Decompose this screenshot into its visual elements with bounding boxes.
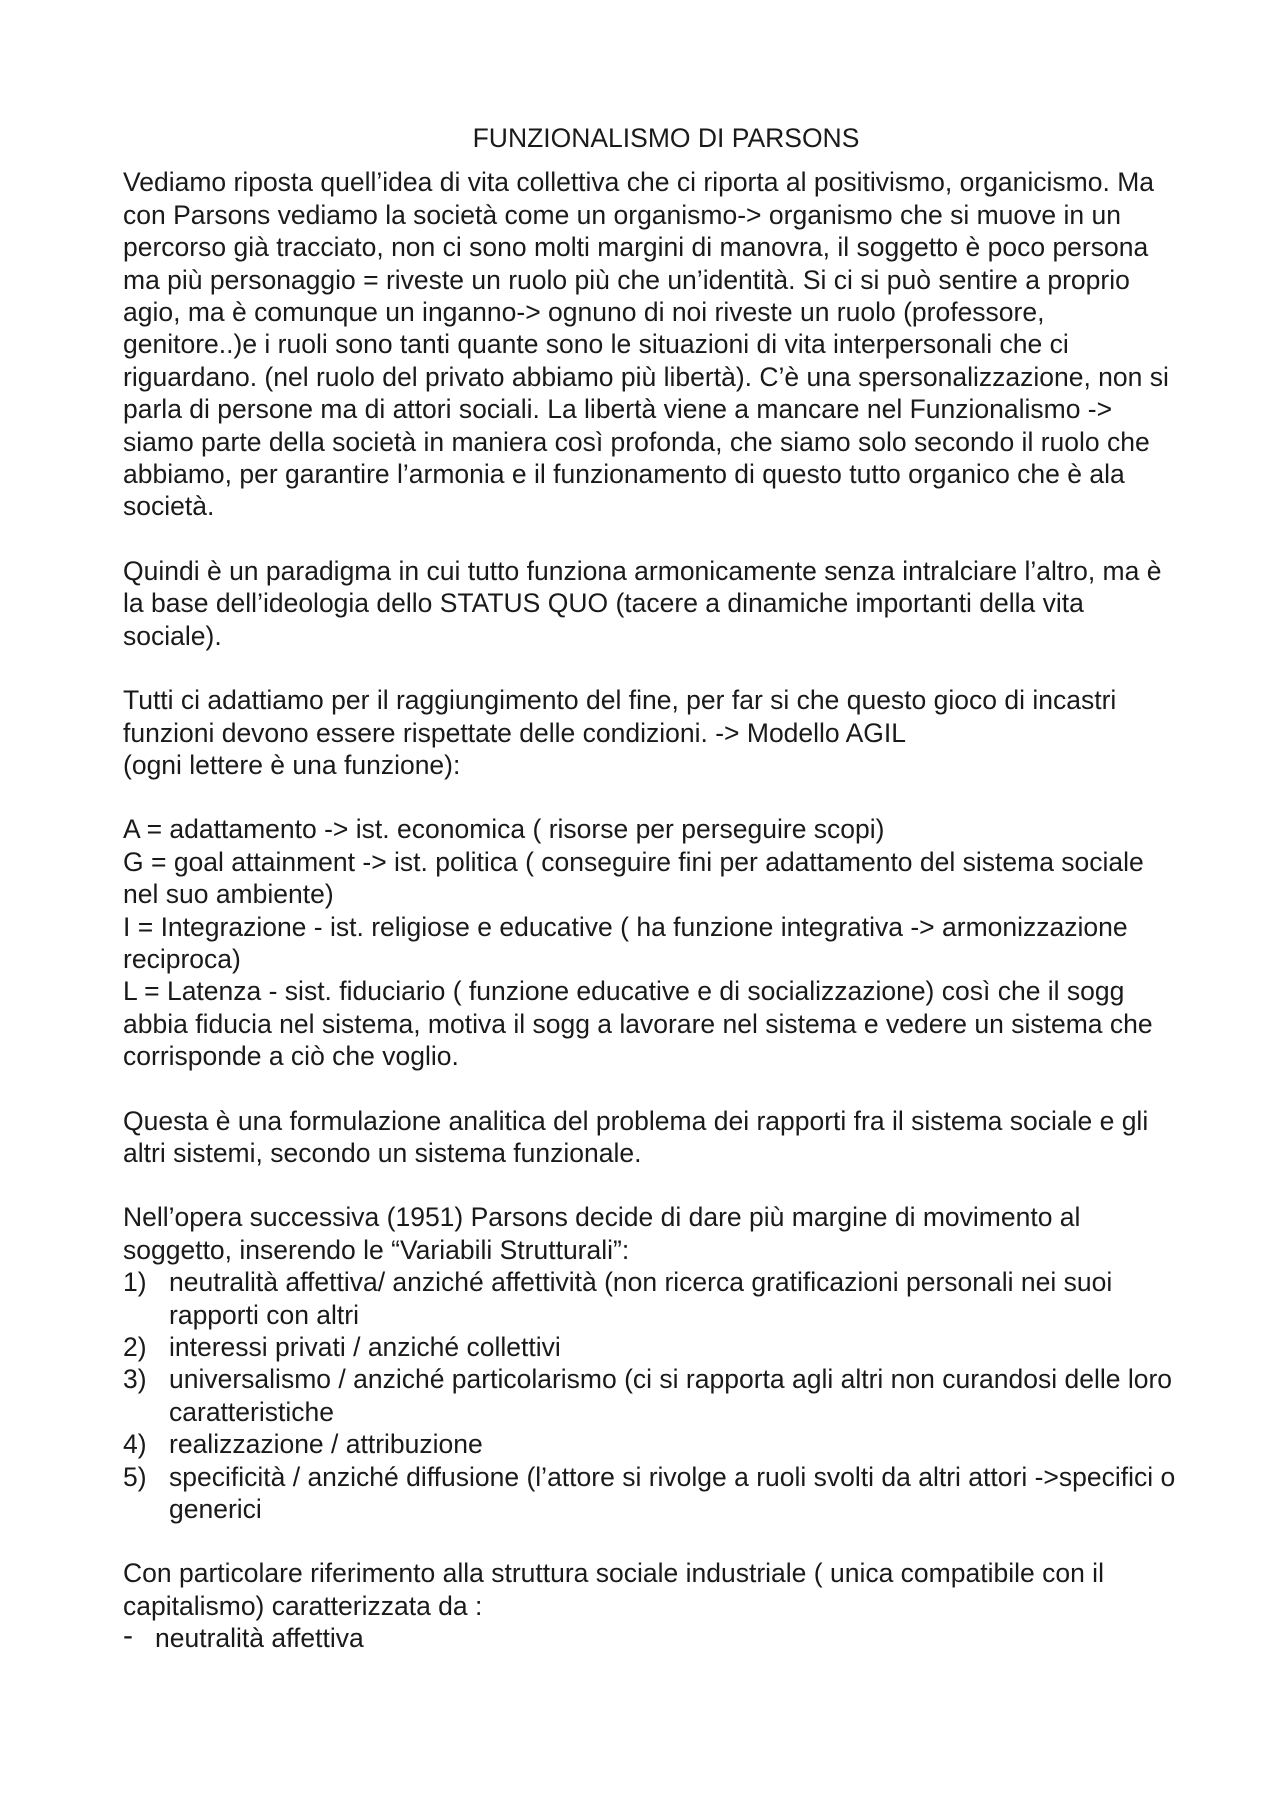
list-number: 5) [123,1461,147,1492]
paragraph-formulazione: Questa è una formulazione analitica del problema dei rapporti fra il sistema sociale e gli altri sistemi, secondo un sistema funzionale. [123,1105,1149,1168]
paragraph-variabili-intro: Nell’opera successiva (1951) Parsons decide di dare più margine di movimento al soggetto, inserendo le “Variabili Strutturali”: [123,1202,1081,1265]
dash-item-text: neutralità affettiva [155,1623,364,1654]
variabili-list [123,1266,1183,1525]
agil-item-a: A = adattamento -> ist. economica ( risorse per perseguire scopi) [123,814,885,845]
list-number: 4) [123,1429,147,1460]
dash-list-item [123,1619,1183,1654]
agil-intro-line-1: Tutti ci adattiamo per il raggiungimento del fine, per far si che questo gioco di incastri funzioni devono essere rispettate delle condizioni. -> Modello AGIL [123,685,1117,748]
variabili-item [123,1266,1183,1331]
list-item-text: universalismo / anziché particolarismo (ci si rapporta agli altri non curandosi delle loro caratteristiche [169,1364,1173,1427]
list-number: 3) [123,1364,147,1395]
list-item-text: neutralità affettiva/ anziché affettività (non ricerca gratificazioni personali nei suoi rapporti con altri [169,1267,1113,1330]
variabili-item [123,1428,1183,1460]
paragraph-struttura-industriale: Con particolare riferimento alla struttura sociale industriale ( unica compatibile con il capitalismo) caratterizzata da : [123,1558,1104,1621]
dash-marker: - [123,1619,133,1653]
list-number: 2) [123,1332,147,1362]
agil-item-g: G = goal attainment -> ist. politica ( conseguire fini per adattamento del sistema sociale nel suo ambiente) [123,846,1144,910]
list-item-text: realizzazione / attribuzione [169,1429,483,1460]
list-item-text: specificità / anziché diffusione (l’attore si rivolge a ruoli svolti da altri attori ->specifici o generici [169,1461,1176,1525]
document-body [123,122,1183,1655]
variabili-item [123,1363,1183,1428]
agil-list [123,813,1183,1072]
list-number: 1) [123,1267,147,1298]
paragraph-status-quo: Quindi è un paradigma in cui tutto funziona armonicamente senza intralciare l’altro, ma è la base dell’ideologia dello STATUS QUO (tacere a dinamiche importanti della vita sociale). [123,555,1162,651]
list-item-text: interessi privati / anziché collettivi [169,1332,561,1362]
paragraph-agil-intro [123,684,1183,781]
variabili-item [123,1331,1183,1363]
variabili-item [123,1461,1183,1526]
agil-intro-line-2: (ogni lettere è una funzione): [123,749,461,780]
page-title: FUNZIONALISMO DI PARSONS [472,123,860,153]
paragraph-intro: Vediamo riposta quell’idea di vita collettiva che ci riporta al positivismo, organicismo. Ma con Parsons vediamo la società come un organismo-> organismo che si muove in un percorso già tracciato, non ci sono molti margini di manovra, il soggetto è poco persona ma più personaggio = riveste un ruolo più che un’identità. Si ci si può sentire a proprio agio, ma è comunque un inganno-> ognuno di noi riveste un ruolo (professore, genitore..)e i ruoli sono tanti quante sono le situazioni di vita interpersonali che ci riguardano. (nel ruolo del privato abbiamo più libertà). C’è una spersonalizzazione, non si parla di persone ma di attori sociali. La libertà viene a mancare nel Funzionalismo -> siamo parte della società in maniera così profonda, che siamo solo secondo il ruolo che abbiamo, per garantire l’armonia e il funzionamento di questo tutto organico che è ala società. [123,167,1169,522]
agil-item-l: L = Latenza - sist. fiduciario ( funzione educative e di socializzazione) così che il sogg abbia fiducia nel sistema, motiva il sogg a lavorare nel sistema e vedere un sistema che corrisponde a ciò che voglio. [123,976,1153,1072]
agil-item-i: I = Integrazione - ist. religiose e educative ( ha funzione integrativa -> armonizzazione reciproca) [123,911,1128,974]
dash-list [123,1619,1183,1654]
